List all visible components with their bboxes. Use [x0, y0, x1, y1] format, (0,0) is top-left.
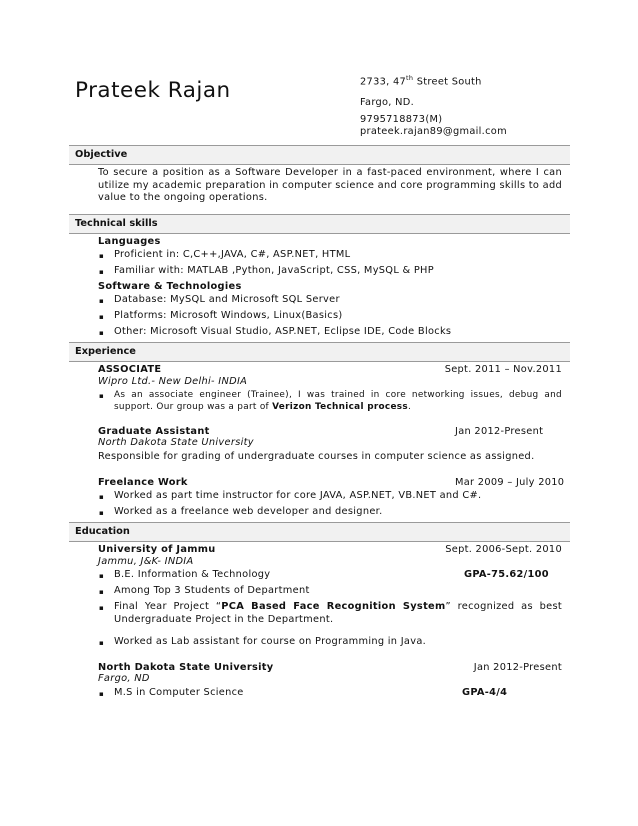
education-date: Sept. 2006-Sept. 2010 — [445, 544, 562, 555]
bullet-icon: ▪ — [99, 604, 104, 612]
language-item: Familiar with: MATLAB ,Python, JavaScript, CSS, MySQL & PHP — [114, 265, 434, 276]
job-description: As an associate engineer (Trainee), I was trained in core networking issues, debug and support. Our group was a part of Verizon Technical process. — [114, 390, 562, 413]
education-item: Among Top 3 Students of Department — [114, 585, 310, 596]
job-date: Sept. 2011 – Nov.2011 — [444, 364, 562, 375]
bullet-icon: ▪ — [99, 588, 104, 596]
job-description: Responsible for grading of undergraduate courses in computer science as assigned. — [98, 451, 535, 462]
email-address: prateek.rajan89@gmail.com — [360, 126, 507, 137]
section-header-experience: Experience — [69, 342, 570, 362]
job-bullet: Worked as part time instructor for core JAVA, ASP.NET, VB.NET and C#. — [114, 490, 482, 501]
bullet-icon: ▪ — [99, 509, 104, 517]
bullet-icon: ▪ — [99, 690, 104, 698]
school-name: North Dakota State University — [98, 662, 274, 673]
resume-name: Prateek Rajan — [75, 78, 231, 103]
school-location: Jammu, J&K- INDIA — [98, 556, 194, 567]
bullet-icon: ▪ — [99, 297, 104, 305]
education-item: Final Year Project “PCA Based Face Recognition System” recognized as best Undergraduate Project in the Department. — [114, 601, 563, 625]
bullet-icon: ▪ — [99, 639, 104, 647]
education-item: Worked as Lab assistant for course on Programming in Java. — [114, 636, 427, 647]
address-street: 2733, 47th Street South — [360, 74, 482, 88]
job-date: Jan 2012-Present — [455, 426, 544, 437]
software-item: Database: MySQL and Microsoft SQL Server — [114, 294, 340, 305]
bullet-icon: ▪ — [99, 329, 104, 337]
education-date: Jan 2012-Present — [473, 662, 562, 673]
software-label: Software & Technologies — [98, 281, 242, 292]
gpa-value: GPA-4/4 — [462, 687, 508, 698]
languages-label: Languages — [98, 236, 161, 247]
bullet-icon: ▪ — [99, 268, 104, 276]
job-bullet: Worked as a freelance web developer and designer. — [114, 506, 383, 517]
gpa-value: GPA-75.62/100 — [464, 569, 549, 580]
software-item: Other: Microsoft Visual Studio, ASP.NET, Eclipse IDE, Code Blocks — [114, 326, 452, 337]
address-city: Fargo, ND. — [360, 97, 415, 108]
objective-text: To secure a position as a Software Developer in a fast-paced environment, where I can utilize my academic preparation in computer science and core programming skills to add value to the ongoing operations. — [98, 167, 562, 204]
software-item: Platforms: Microsoft Windows, Linux(Basics) — [114, 310, 343, 321]
job-organization: Wipro Ltd.- New Delhi- INDIA — [98, 376, 248, 387]
school-location: Fargo, ND — [98, 673, 150, 684]
job-title: Freelance Work — [98, 477, 188, 488]
phone-number: 9795718873(M) — [360, 114, 443, 125]
job-title: ASSOCIATE — [98, 364, 162, 375]
job-date: Mar 2009 – July 2010 — [455, 477, 565, 488]
section-header-skills: Technical skills — [69, 214, 570, 234]
job-organization: North Dakota State University — [98, 437, 254, 448]
language-item: Proficient in: C,C++,JAVA, C#, ASP.NET, HTML — [114, 249, 351, 260]
job-title: Graduate Assistant — [98, 426, 210, 437]
bullet-icon: ▪ — [99, 572, 104, 580]
bullet-icon: ▪ — [99, 493, 104, 501]
section-header-education: Education — [69, 522, 570, 542]
school-name: University of Jammu — [98, 544, 216, 555]
education-item: B.E. Information & Technology — [114, 569, 271, 580]
bullet-icon: ▪ — [99, 313, 104, 321]
bullet-icon: ▪ — [99, 252, 104, 260]
bullet-icon: ▪ — [99, 392, 104, 400]
section-header-objective: Objective — [69, 145, 570, 165]
education-item: M.S in Computer Science — [114, 687, 244, 698]
